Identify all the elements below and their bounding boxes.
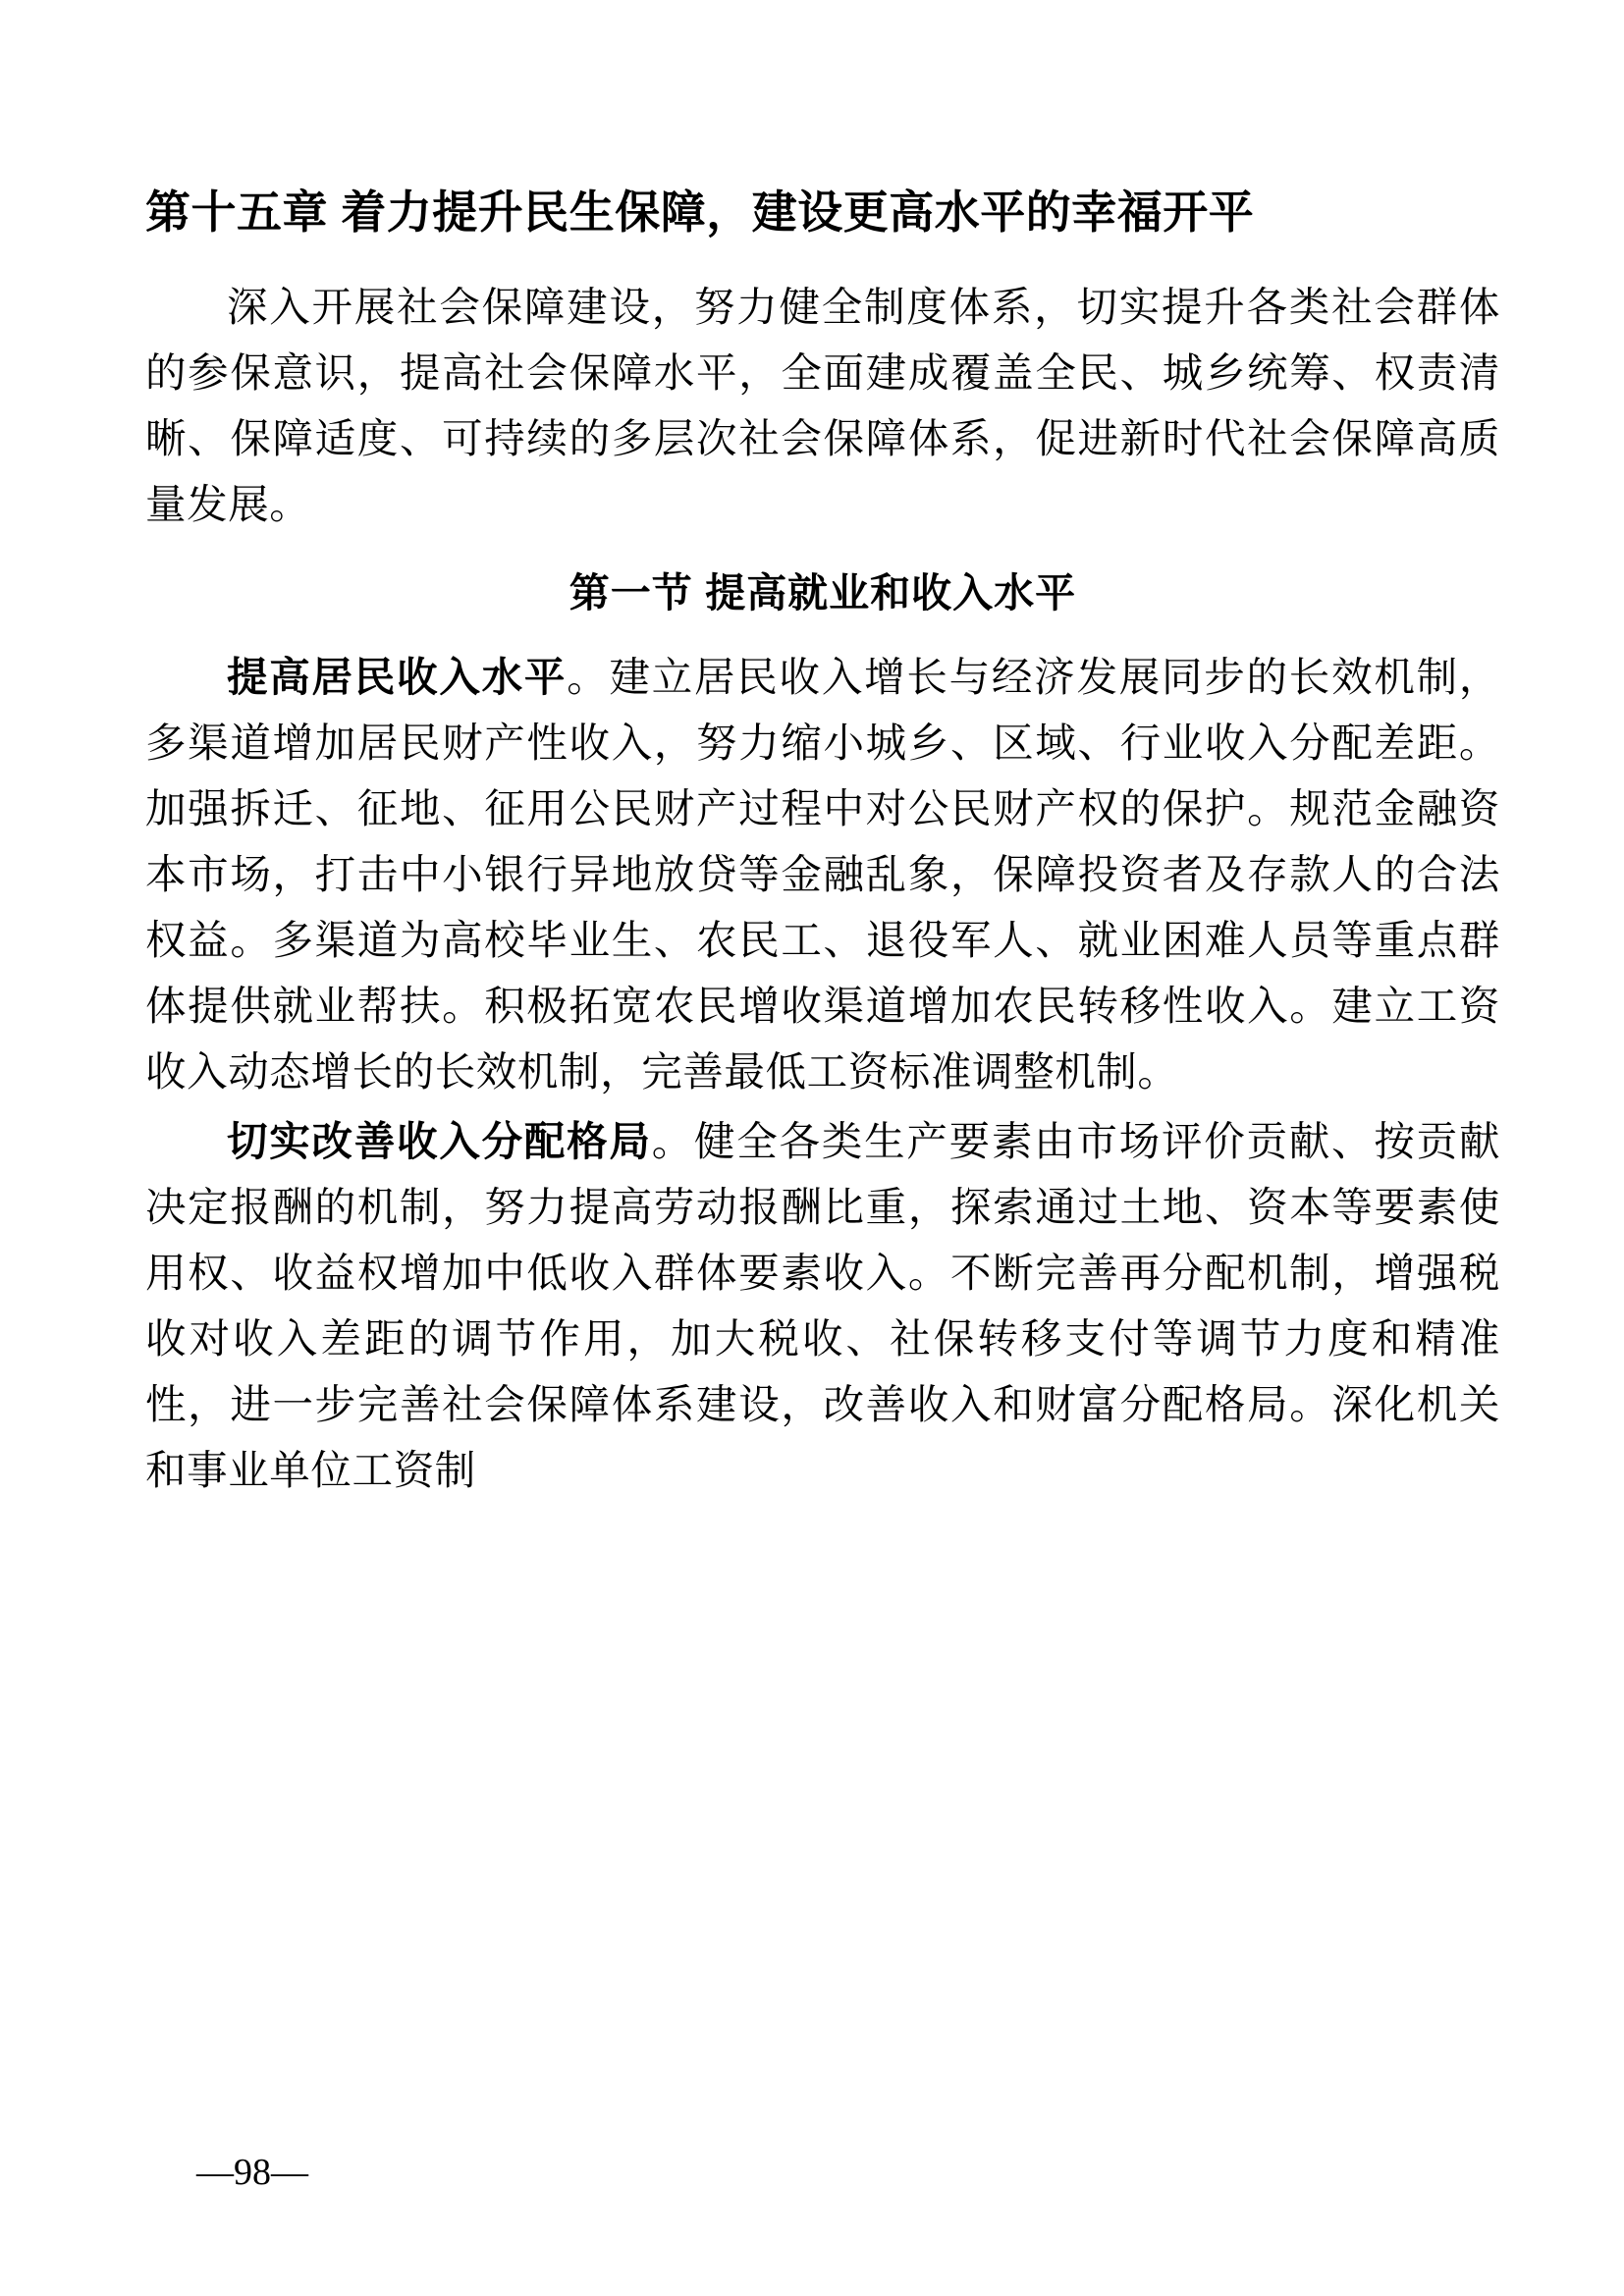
paragraph-lead-1: 提高居民收入水平 (227, 654, 568, 700)
page-content (145, 185, 1500, 1508)
paragraph-body-2: 。健全各类生产要素由市场评价贡献、按贡献决定报酬的机制，努力提高劳动报酬比重，探索通过土地、资本等要素使用权、收益权增加中低收入群体要素收入。不断完善再分配机制，增强税收对收入差距的调节作用，加大税收、社保转移支付等调节力度和精准性，进一步完善社会保障体系建设，改善收入和财富分配格局。深化机关和事业单位工资制 (145, 1118, 1500, 1493)
body-paragraph-1 (145, 645, 1500, 1105)
page-footer (0, 2151, 1624, 2194)
section-heading: 第一节 提高就业和收入水平 (568, 569, 1077, 615)
body-paragraph-2 (145, 1109, 1500, 1504)
page-number: —98— (196, 2152, 308, 2193)
chapter-title: 第十五章 着力提升民生保障，建设更高水平的幸福开平 (145, 187, 1255, 238)
intro-paragraph: 深入开展社会保障建设，努力健全制度体系，切实提升各类社会群体的参保意识，提高社会保障水平，全面建成覆盖全民、城乡统筹、权责清晰、保障适度、可持续的多层次社会保障体系，促进新时代社会保障高质量发展。 (145, 284, 1500, 527)
paragraph-lead-2: 切实改善收入分配格局 (227, 1118, 652, 1164)
paragraph-body-1: 。建立居民收入增长与经济发展同步的长效机制，多渠道增加居民财产性收入，努力缩小城乡、区域、行业收入分配差距。加强拆迁、征地、征用公民财产过程中对公民财产权的保护。规范金融资本市场，打击中小银行异地放贷等金融乱象，保障投资者及存款人的合法权益。多渠道为高校毕业生、农民工、退役军人、就业困难人员等重点群体提供就业帮扶。积极拓宽农民增收渠道增加农民转移性收入。建立工资收入动态增长的长效机制，完善最低工资标准调整机制。 (145, 654, 1500, 1095)
